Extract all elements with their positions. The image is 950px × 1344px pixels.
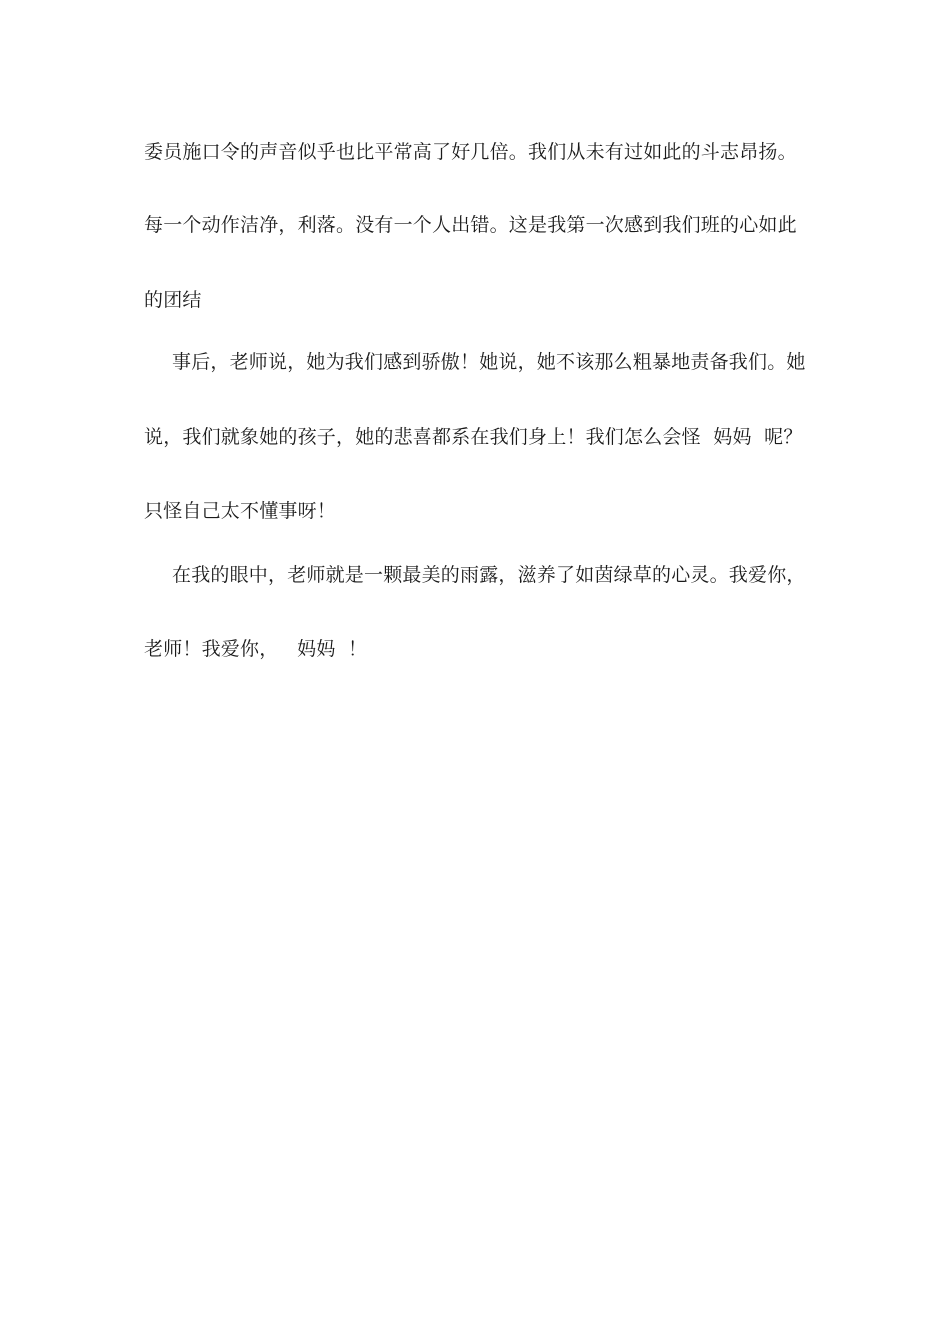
paragraph-3-line-1: 在我的眼中，老师就是一颗最美的雨露，滋养了如茵绿草的心灵。我爱你，: [172, 564, 806, 586]
paragraph-3-line-2: 老师！我爱你， 妈妈 ！: [144, 638, 368, 660]
paragraph-1-line-2: 每一个动作洁净，利落。没有一个人出错。这是我第一次感到我们班的心如此: [144, 214, 797, 236]
paragraph-2-line-1: 事后，老师说，她为我们感到骄傲！她说，她不该那么粗暴地责备我们。她: [172, 351, 806, 373]
paragraph-1-line-1: 委员施口令的声音似乎也比平常高了好几倍。我们从未有过如此的斗志昂扬。: [144, 141, 797, 163]
paragraph-2-line-2: 说，我们就象她的孩子，她的悲喜都系在我们身上！我们怎么会怪 妈妈 呢？: [144, 426, 803, 448]
paragraph-1-line-3: 的团结: [144, 289, 202, 311]
paragraph-2-line-3: 只怪自己太不懂事呀！: [144, 500, 337, 522]
